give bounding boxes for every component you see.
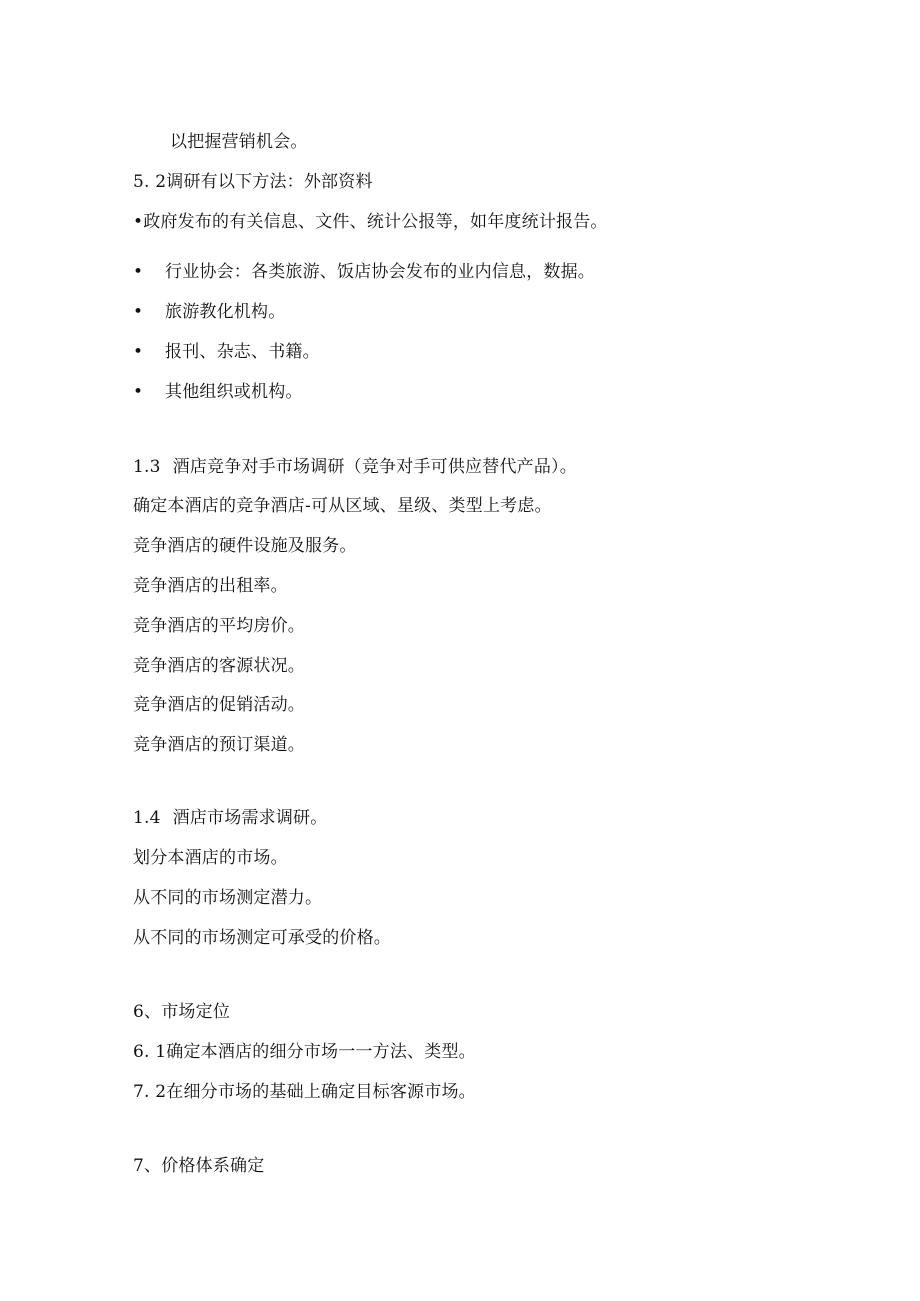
section-number: 1.4 [133, 808, 161, 828]
paragraph-line-competitor-promotion: 竞争酒店的促销活动。 [133, 695, 305, 715]
bullet-text: 行业协会：各类旅游、饭店协会发布的业内信息，数据。 [165, 262, 595, 282]
paragraph-line-1: 以把握营销机会。 [170, 132, 308, 152]
section-heading-5-2: 5. 2调研有以下方法：外部资料 [133, 172, 373, 192]
bullet-icon: • [133, 302, 144, 322]
section-title: 酒店竞争对手市场调研（竞争对手可供应替代产品）。 [172, 457, 577, 477]
bullet-text: 报刊、杂志、书籍。 [165, 342, 320, 362]
bullet-icon: • [133, 342, 144, 362]
bullet-item-other-organizations [133, 380, 303, 404]
bullet-item-tourism-education [133, 300, 285, 324]
subsection-7-2: 7. 2在细分市场的基础上确定目标客源市场。 [133, 1082, 476, 1102]
section-number: 1.3 [133, 457, 161, 477]
paragraph-line-acceptable-price: 从不同的市场测定可承受的价格。 [133, 928, 391, 948]
paragraph-line-market-segmentation: 划分本酒店的市场。 [133, 848, 288, 868]
section-title: 酒店市场需求调研。 [172, 808, 328, 828]
bullet-icon: • [133, 382, 144, 402]
paragraph-line-competitor-occupancy: 竞争酒店的出租率。 [133, 576, 288, 596]
bullet-text: 旅游教化机构。 [165, 302, 286, 322]
paragraph-line-market-potential: 从不同的市场测定潜力。 [133, 888, 323, 908]
section-heading-1-3 [133, 455, 577, 479]
bullet-text: 其他组织或机构。 [165, 382, 303, 402]
paragraph-line-competitor-facilities: 竞争酒店的硬件设施及服务。 [133, 536, 357, 556]
paragraph-line-government-data: •政府发布的有关信息、文件、统计公报等，如年度统计报告。 [133, 212, 608, 232]
paragraph-line-competitor-room-rate: 竞争酒店的平均房价。 [133, 616, 305, 636]
section-heading-1-4 [133, 806, 327, 830]
subsection-6-1: 6. 1确定本酒店的细分市场一一方法、类型。 [133, 1042, 476, 1062]
bullet-icon: • [133, 262, 144, 282]
bullet-item-industry-association [133, 260, 595, 284]
paragraph-line-competitor-booking-channel: 竞争酒店的预订渠道。 [133, 735, 305, 755]
section-heading-7: 7、价格体系确定 [133, 1156, 265, 1176]
paragraph-line-competitor-definition: 确定本酒店的竞争酒店-可从区域、星级、类型上考虑。 [133, 496, 552, 516]
section-heading-6: 6、市场定位 [133, 1002, 231, 1022]
paragraph-line-competitor-guest-source: 竞争酒店的客源状况。 [133, 656, 305, 676]
bullet-item-publications [133, 340, 320, 364]
